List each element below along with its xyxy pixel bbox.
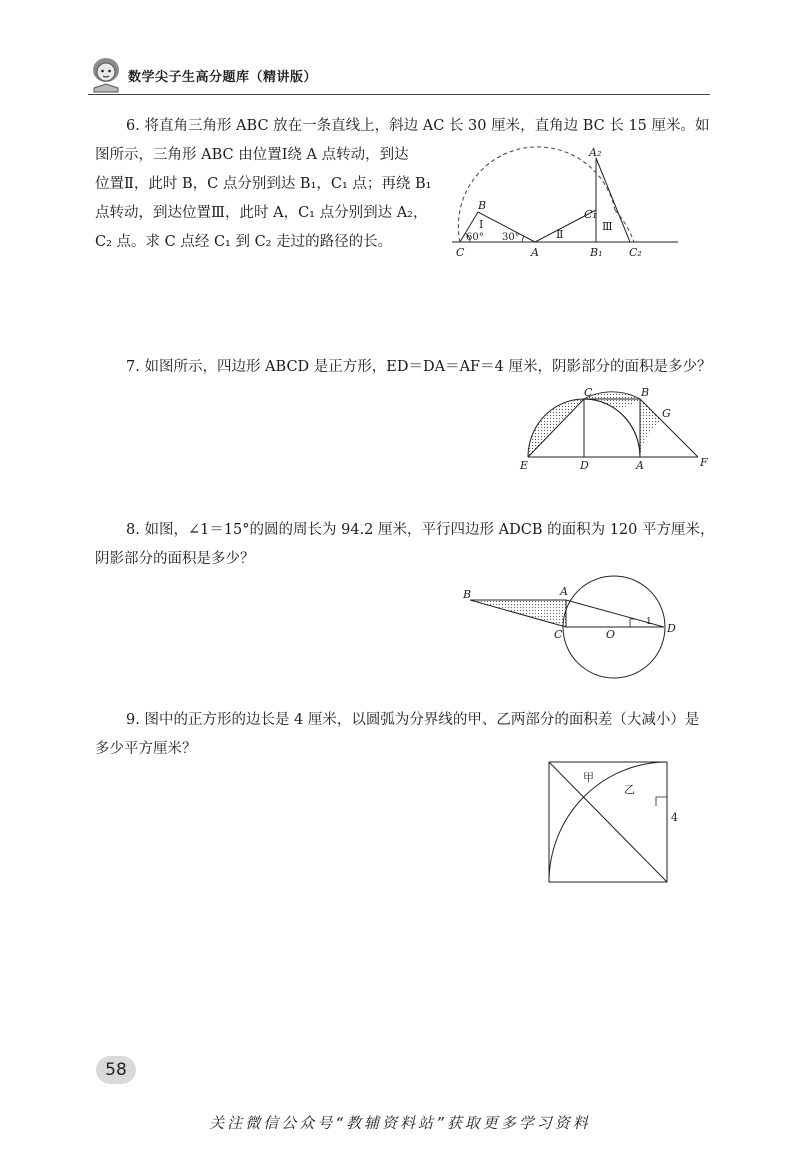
- fig8-label-B: B: [463, 588, 472, 601]
- fig8-label-angle-1: 1: [646, 617, 652, 627]
- problem-8-line-1: 8. 如图，∠1＝15°的圆的周长为 94.2 厘米，平行四边形 ADCB 的面积为 120 平方厘米，: [126, 522, 715, 538]
- fig7-label-E: E: [520, 459, 529, 472]
- header-rule: [88, 94, 710, 95]
- problem-6-line-2: 图所示，三角形 ABC 由位置Ⅰ绕 A 点转动，到达: [95, 147, 409, 163]
- fig6-label-III: Ⅲ: [602, 220, 613, 233]
- fig6-label-C: C: [456, 246, 465, 259]
- problem-6-line-1: 6. 将直角三角形 ABC 放在一条直线上，斜边 AC 长 30 厘米，直角边 BC 长 15 厘米。如: [126, 118, 710, 134]
- fig6-label-A2: A₂: [589, 146, 602, 159]
- fig6-label-B: B: [478, 199, 487, 212]
- fig7-label-C: C: [584, 386, 593, 399]
- problem-6-line-5: C₂ 点。求 C 点经 C₁ 到 C₂ 走过的路径的长。: [95, 234, 393, 250]
- page-number: 58: [96, 1056, 136, 1084]
- fig9-label-side-4: 4: [671, 811, 678, 824]
- fig8-label-D: D: [667, 622, 676, 635]
- fig7-label-G: G: [662, 407, 671, 420]
- footer-note: 关注微信公众号“教辅资料站”获取更多学习资料: [209, 1114, 591, 1132]
- problem-8-figure: [460, 580, 690, 680]
- fig6-label-I: Ⅰ: [479, 218, 484, 231]
- fig6-label-A: A: [531, 246, 539, 259]
- problem-7-figure: [510, 385, 720, 470]
- fig6-label-B1: B₁: [590, 246, 603, 259]
- fig7-label-A: A: [636, 459, 644, 472]
- fig8-label-C: C: [554, 628, 563, 641]
- fig7-label-B: B: [641, 386, 650, 399]
- problem-6-figure: [450, 140, 690, 266]
- fig6-label-30deg: 30°: [502, 232, 520, 243]
- fig6-label-60deg: 60°: [466, 232, 484, 243]
- problem-9-line-2: 多少平方厘米？: [95, 741, 197, 757]
- fig7-label-D: D: [580, 459, 589, 472]
- fig6-label-II: Ⅱ: [556, 228, 564, 241]
- problem-8-line-2: 阴影部分的面积是多少？: [95, 551, 255, 567]
- fig9-label-yi: 乙: [624, 783, 635, 796]
- mascot-logo: [88, 54, 124, 94]
- fig8-label-A: A: [560, 585, 568, 598]
- header-title: 数学尖子生高分题库（精讲版）: [128, 70, 318, 85]
- fig6-label-C2: C₂: [629, 246, 642, 259]
- problem-6-line-3: 位置Ⅱ，此时 B，C 点分别到达 B₁，C₁ 点；再绕 B₁: [95, 176, 432, 192]
- problem-6-line-4: 点转动，到达位置Ⅲ，此时 A，C₁ 点分别到达 A₂，: [95, 205, 428, 221]
- fig6-label-C1: C₁: [584, 208, 597, 221]
- problem-9-figure: [540, 755, 690, 890]
- problem-7-text: 7. 如图所示，四边形 ABCD 是正方形，ED＝DA＝AF＝4 厘米，阴影部分的面积是多少？: [126, 359, 712, 375]
- problem-9-line-1: 9. 图中的正方形的边长是 4 厘米，以圆弧为分界线的甲、乙两部分的面积差（大减小）是: [126, 712, 700, 728]
- problem-6-body: [95, 141, 440, 257]
- fig8-label-O: O: [606, 628, 616, 641]
- fig9-label-jia: 甲: [583, 771, 594, 784]
- fig7-label-F: F: [700, 456, 708, 469]
